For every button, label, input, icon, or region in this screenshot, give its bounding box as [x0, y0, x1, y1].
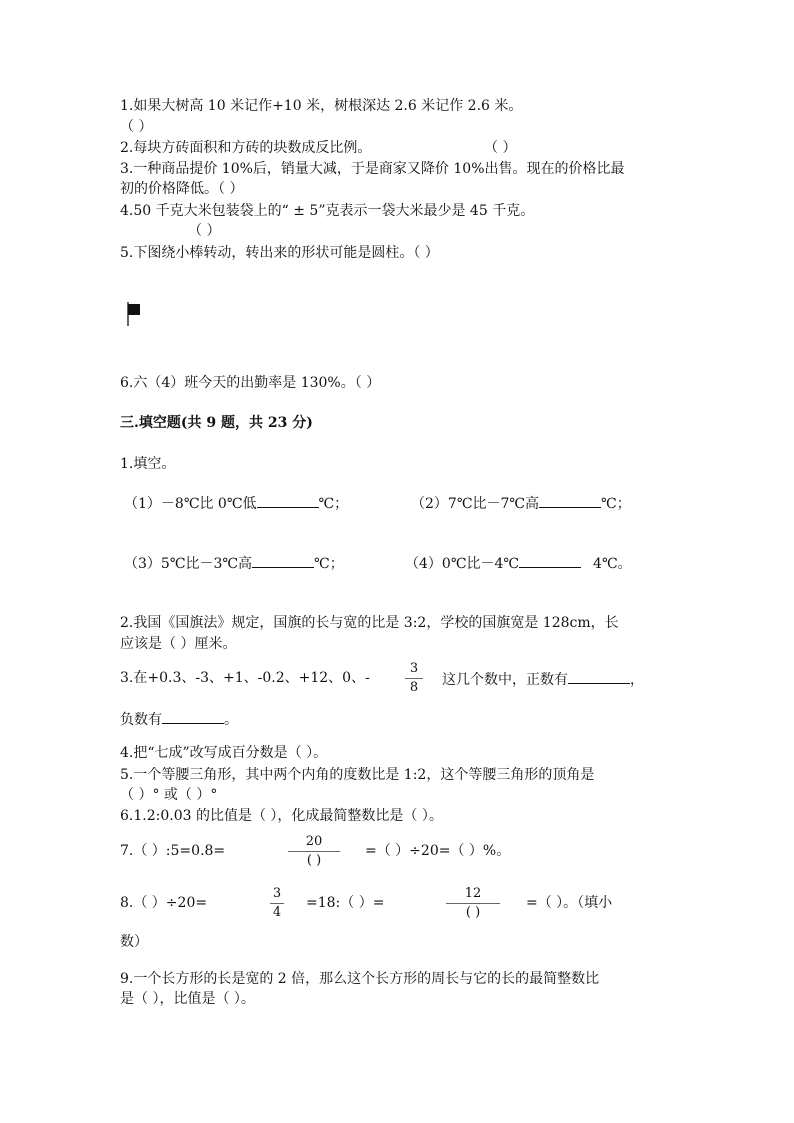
rotation-figure: [124, 300, 144, 328]
fill-q3-post-text: 这几个数中，正数有: [442, 672, 568, 688]
fill-q7-fraction: [288, 834, 340, 869]
fraction-bar: [270, 903, 284, 904]
judge-q1-line1: 1.如果大树高 10 米记作+10 米，树根深达 2.6 米记作 2.6 米。: [120, 98, 523, 114]
fill-q1-item1-unit: ℃；: [318, 496, 349, 512]
fraction-bar: [288, 851, 340, 852]
fill-q7-pre: 7.（ ）:5=0.8=: [120, 843, 226, 859]
fraction-denominator: 4: [272, 905, 282, 920]
fill-q1-item4-unit: 4℃。: [593, 556, 632, 572]
fraction-numerator: 3: [409, 661, 419, 676]
judge-q2: 2.每块方砖面积和方砖的块数成反比例。: [120, 140, 372, 156]
fill-q6: 6.1.2:0.03 的比值是（ ），化成最简整数比是（ ）。: [120, 808, 443, 824]
fill-q8-fraction2: [446, 886, 500, 921]
fill-q3-fraction: [405, 661, 423, 696]
judge-q5: 5.下图绕小棒转动，转出来的形状可能是圆柱。（ ）: [120, 245, 439, 261]
fill-q8-fraction1: [270, 886, 284, 921]
fraction-denominator[interactable]: ( ): [306, 853, 322, 868]
fraction-bar: [446, 903, 500, 904]
judge-q1-answer-paren[interactable]: （ ）: [120, 119, 153, 135]
fill-q1-item1: [124, 493, 348, 513]
fill-q5-line1: 5.一个等腰三角形，其中两个内角的度数比是 1:2，这个等腰三角形的顶角是: [120, 767, 595, 783]
fill-q3-line2: [120, 709, 238, 729]
fill-q1-item3-blank[interactable]: [252, 553, 314, 568]
fraction-numerator: 20: [305, 834, 323, 849]
fill-q9-line1: 9.一个长方形的长是宽的 2 倍，那么这个长方形的周长与它的长的最简整数比: [120, 971, 600, 987]
fill-q1-item1-blank[interactable]: [257, 493, 319, 508]
fill-q7-post: =（ ）÷20=（ ）%。: [365, 843, 511, 859]
fill-q1-item4-text: （4）0℃比－4℃: [405, 556, 520, 572]
fraction-denominator: 8: [409, 680, 419, 695]
fill-q5-line2: （ ）° 或（ ）°: [120, 787, 218, 803]
fill-q8-mid: =18:（ ）=: [306, 895, 385, 911]
fill-q9-line2: 是（ ），比值是（ ）。: [120, 991, 255, 1007]
fill-q1-item3-unit: ℃；: [314, 556, 344, 572]
fraction-bar: [405, 678, 423, 679]
fill-q8-post: =（ ）。（填小: [526, 895, 613, 911]
fill-q1-item2-blank[interactable]: [539, 493, 601, 508]
section-heading: 三.填空题(共 9 题，共 23 分): [120, 415, 313, 431]
fill-q3-line2-end: 。: [224, 712, 238, 728]
fill-q4: 4.把“七成”改写成百分数是（ ）。: [120, 745, 328, 761]
fill-q2-line2: 应该是（ ）厘米。: [120, 636, 237, 652]
fill-q1-item4: [405, 553, 632, 573]
fill-q1-item4-blank[interactable]: [519, 553, 581, 568]
fill-q1-item2-text: （2）7℃比－7℃高: [411, 496, 540, 512]
fill-q3-pre: 3.在+0.3、-3、+1、-0.2、+12、0、-: [120, 670, 370, 686]
judge-q4-answer-paren[interactable]: （ ）: [188, 223, 221, 239]
fill-q1-item2-unit: ℃；: [601, 496, 631, 512]
judge-q4-line1: 4.50 千克大米包装袋上的“ ± 5”克表示一袋大米最少是 45 千克。: [120, 203, 535, 219]
fill-q8-pre: 8.（ ）÷20=: [120, 895, 208, 911]
fill-q2-line1: 2.我国《国旗法》规定，国旗的长与宽的比是 3:2，学校的国旗宽是 128cm，长: [120, 615, 619, 631]
fill-q1-item3: [124, 553, 344, 573]
fraction-numerator: 3: [272, 886, 282, 901]
fill-q3-positive-blank[interactable]: [568, 669, 630, 684]
fill-q1-item2: [411, 493, 631, 513]
fraction-numerator: 12: [464, 886, 482, 901]
fill-q8-line2: 数）: [120, 934, 148, 950]
fill-q3-post: [442, 669, 644, 689]
fill-q3-negative-blank[interactable]: [162, 709, 224, 724]
fill-q3-line2-text: 负数有: [120, 712, 162, 728]
judge-q2-answer-paren[interactable]: （ ）: [484, 140, 517, 156]
judge-q3-line1: 3.一种商品提价 10%后，销量大减，于是商家又降价 10%出售。现在的价格比最: [120, 161, 625, 177]
fill-q1-item3-text: （3）5℃比－3℃高: [124, 556, 253, 572]
judge-q3-line2: 初的价格降低。（ ）: [120, 181, 244, 197]
fill-q3-post-end: ，: [630, 672, 644, 688]
fill-q1-title: 1.填空。: [120, 456, 176, 472]
fraction-denominator[interactable]: ( ): [465, 905, 481, 920]
judge-q6: 6.六（4）班今天的出勤率是 130%。（ ）: [120, 375, 381, 391]
fill-q1-item1-text: （1）－8℃比 0℃低: [124, 496, 257, 512]
